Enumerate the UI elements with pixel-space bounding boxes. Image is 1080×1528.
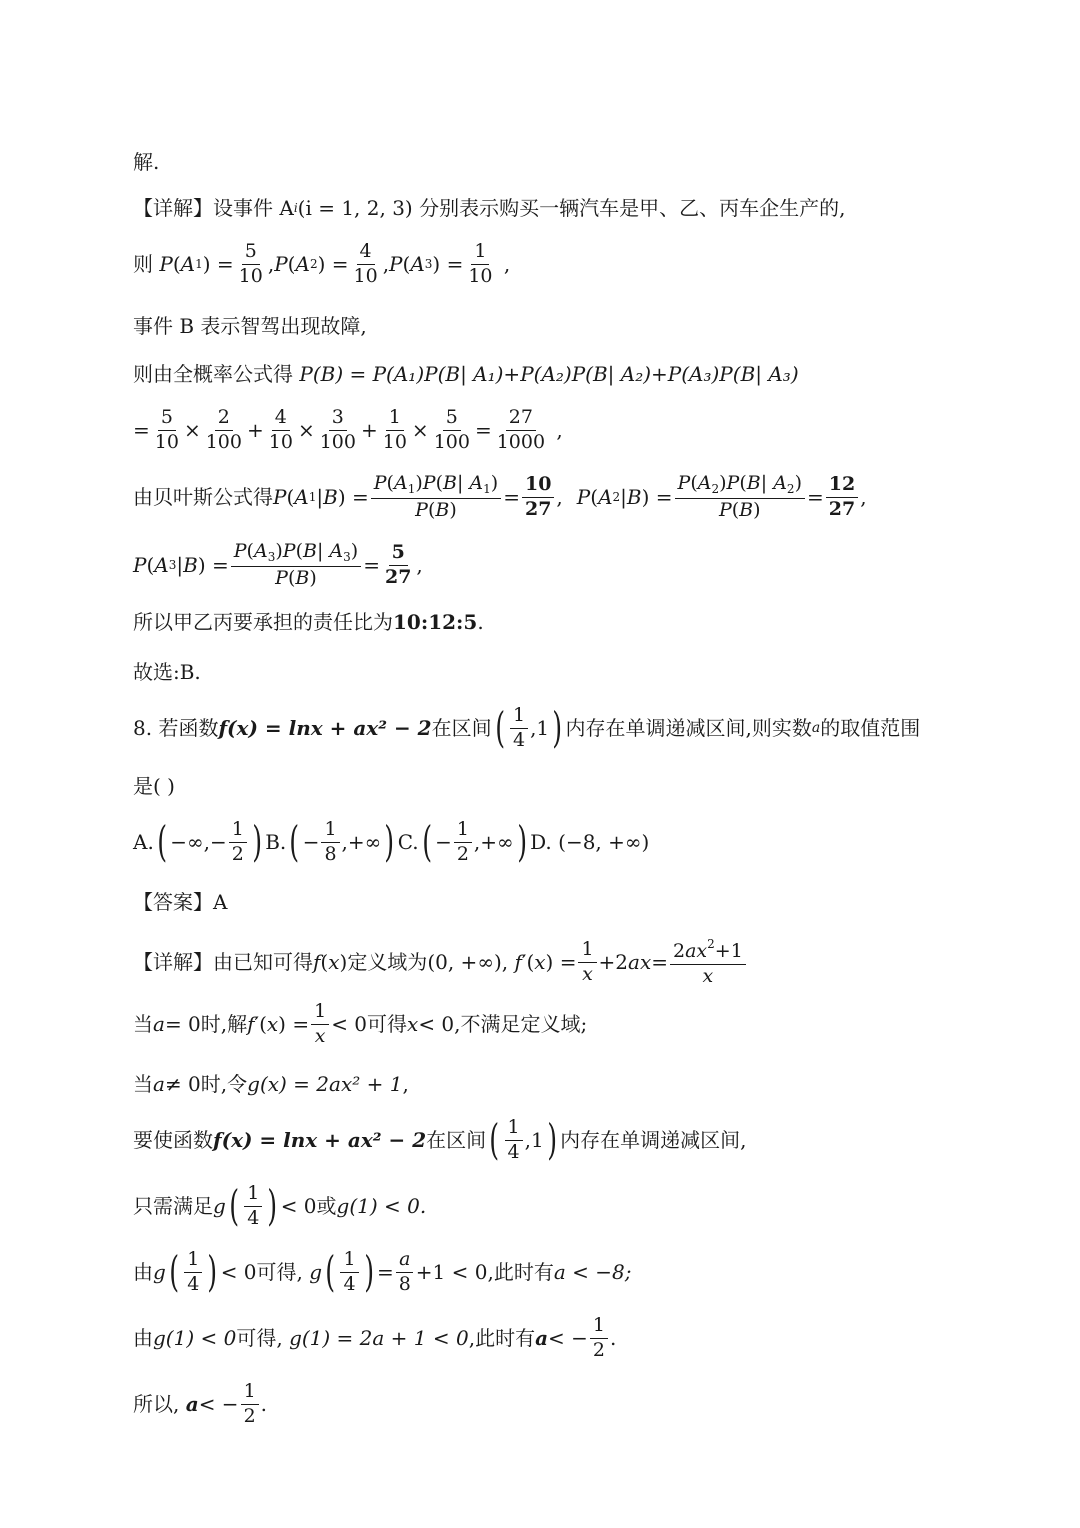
ratio: 10:12:5 bbox=[393, 610, 478, 634]
line-text: 当 bbox=[133, 1012, 153, 1037]
solution-line-8: 所以, a < − $\frac{1}{2}$ . bbox=[133, 1380, 268, 1427]
line-text: ,此时有 bbox=[487, 1260, 554, 1285]
line-text: 在区间 bbox=[431, 716, 492, 741]
line-text: 故选:B. bbox=[133, 660, 201, 684]
line-text: 则 bbox=[133, 252, 153, 277]
line-text: 8. 若函数 bbox=[133, 716, 219, 741]
option-a: A. bbox=[133, 830, 154, 855]
formula: g(1) = 2a + 1 < 0 bbox=[289, 1326, 469, 1351]
line-text: 是( ) bbox=[133, 774, 175, 798]
solution-line-4: 要使函数 f(x) = lnx + ax² − 2 在区间 ( $\frac{1}{4}$ ,1 ) 内存在单调递减区间, bbox=[133, 1115, 747, 1165]
line-text: 时,解 bbox=[200, 1012, 248, 1037]
text-line-8: P ( A 3 | B ) = $\frac{P(A_3)P(B| A_3)}{P(B)}$ = $\frac{5}{27}$ , bbox=[133, 540, 423, 589]
line-text: 【答案】A bbox=[133, 890, 228, 914]
fraction: $\frac{4}{10}$ bbox=[353, 240, 378, 287]
line-text: ,不满足定义域; bbox=[454, 1012, 588, 1037]
text-line-3: 则 P ( A 1 ) = $\frac{5}{10}$ , P ( A 2 ) = $\frac{4}{10}$ , P ( A 3 ) = $\frac{1}{10}$ , bbox=[133, 240, 511, 287]
domain: (0, +∞) bbox=[427, 950, 502, 975]
solution-line-7: 由 g(1) < 0 可得, g(1) = 2a + 1 < 0 ,此时有 a < − $\frac{1}{2}$ . bbox=[133, 1314, 617, 1361]
text-line-10 bbox=[133, 662, 201, 682]
line-text: 所以甲乙丙要承担的责任比为 bbox=[133, 610, 393, 634]
line-text: 内存在单调递减区间,则实数 bbox=[565, 716, 812, 741]
line-text: 定义域为 bbox=[347, 950, 428, 975]
formula: P(B) = P(A₁)P(B| A₁)+P(A₂)P(B| A₂)+P(A₃)P(B| A₃) bbox=[299, 362, 799, 386]
line-text: (i = 1, 2, 3) 分别表示购买一辆汽车是甲、乙、丙车企生产的, bbox=[297, 196, 846, 220]
formula: g(1) < 0 bbox=[153, 1326, 237, 1351]
formula: f(x) = lnx + ax² − 2 bbox=[218, 716, 432, 741]
line-text: 可得, bbox=[256, 1260, 303, 1285]
line-text: 【详解】设事件 A bbox=[133, 196, 294, 220]
fraction: $\frac{5}{10}$ bbox=[238, 240, 263, 287]
formula: f(x) = lnx + ax² − 2 bbox=[213, 1128, 427, 1153]
line-text: 可得 bbox=[367, 1012, 408, 1037]
option-d: D. bbox=[530, 830, 552, 855]
option-d-value: (−8, +∞) bbox=[558, 830, 650, 855]
formula: a < −8; bbox=[553, 1260, 632, 1285]
line-text: 由贝叶斯公式得 bbox=[133, 485, 273, 510]
text-line-2: 【详解】设事件 A i (i = 1, 2, 3) 分别表示购买一辆汽车是甲、乙、丙车企生产的, bbox=[133, 196, 846, 220]
line-text: 由 bbox=[133, 1326, 153, 1351]
line-text: 内存在单调递减区间, bbox=[560, 1128, 747, 1153]
solution-line-5: 只需满足 g ( $\frac{1}{4}$ ) < 0 或 g(1) < 0. bbox=[133, 1181, 427, 1231]
solution-line-1: 【详解】由已知可得 f ( x ) 定义域为 (0, +∞) , f ′( x ) = $\frac{1}{x}$ +2 ax = $\frac{2ax^2+1}{x}$ bbox=[133, 938, 748, 987]
line-text: 当 bbox=[133, 1072, 153, 1096]
line-text: 所以, bbox=[133, 1392, 180, 1417]
solution-line-2: 当 a = 0 时,解 f ′( x ) = $\frac{1}{x}$ < 0 可得 x < 0 ,不满足定义域; bbox=[133, 1000, 588, 1047]
formula: g(1) < 0. bbox=[336, 1194, 427, 1219]
line-text: 可得, bbox=[236, 1326, 283, 1351]
line-text: 在区间 bbox=[426, 1128, 487, 1153]
option-c: C. bbox=[397, 830, 419, 855]
text-line-9: 所以甲乙丙要承担的责任比为 10:12:5 . bbox=[133, 610, 484, 634]
options-line: A. ( −∞,− $\frac{1}{2}$ ) B. ( − $\frac{1}{8}$ ,+∞ ) C. ( − $\frac{1}{2}$ ,+∞ ) D. (−8, +∞) bbox=[133, 817, 650, 867]
line-text: 【详解】由已知可得 bbox=[133, 950, 313, 975]
line-text: 则由全概率公式得 bbox=[133, 362, 293, 386]
text-line-6: = $\frac{5}{10}$ × $\frac{2}{100}$ + $\frac{4}{10}$ × $\frac{3}{100}$ + $\frac{1}{10}$ × $\frac{5}{100}$ = $\frac{27}{1000}$ , bbox=[133, 406, 563, 453]
question-8-cont bbox=[133, 776, 175, 796]
text-line-4 bbox=[133, 316, 367, 336]
line-text: 时,令 bbox=[200, 1072, 248, 1096]
fraction: $\frac{1}{10}$ bbox=[468, 240, 493, 287]
line-text: 解. bbox=[133, 150, 160, 174]
solution-line-6: 由 g ( $\frac{1}{4}$ ) < 0 可得, g ( $\frac{1}{4}$ ) = $\frac{a}{8}$ +1 < 0 ,此时有 a < −8; bbox=[133, 1247, 632, 1297]
formula: g(x) = 2ax² + 1 bbox=[247, 1072, 403, 1096]
line-text: 事件 B 表示智驾出现故障, bbox=[133, 314, 367, 338]
question-8: 8. 若函数 f(x) = lnx + ax² − 2 在区间 ( $\frac{1}{4}$ ,1 ) 内存在单调递减区间,则实数 a 的取值范围 bbox=[133, 703, 921, 753]
line-text: 要使函数 bbox=[133, 1128, 213, 1153]
option-b: B. bbox=[265, 830, 287, 855]
line-text: 或 bbox=[316, 1194, 337, 1219]
line-text: 由 bbox=[133, 1260, 153, 1285]
text-line-7: 由贝叶斯公式得 P ( A 1 | B ) = $\frac{P(A_1)P(B| A_1)}{P(B)}$ = $\frac{10}{27}$ , P ( A 2 | B ) = $\frac{P(A_2)P(B| A_2)}{P(B)}$ = $\frac{12}{27}$ , bbox=[133, 472, 867, 521]
line-text: ,此时有 bbox=[468, 1326, 536, 1351]
line-text: 的取值范围 bbox=[820, 716, 921, 741]
answer-line bbox=[133, 892, 227, 912]
solution-line-3: 当 a ≠ 0 时,令 g(x) = 2ax² + 1 , bbox=[133, 1072, 409, 1096]
text-line-5 bbox=[133, 364, 799, 384]
line-text: 只需满足 bbox=[133, 1194, 213, 1219]
text-line-1 bbox=[133, 152, 159, 172]
